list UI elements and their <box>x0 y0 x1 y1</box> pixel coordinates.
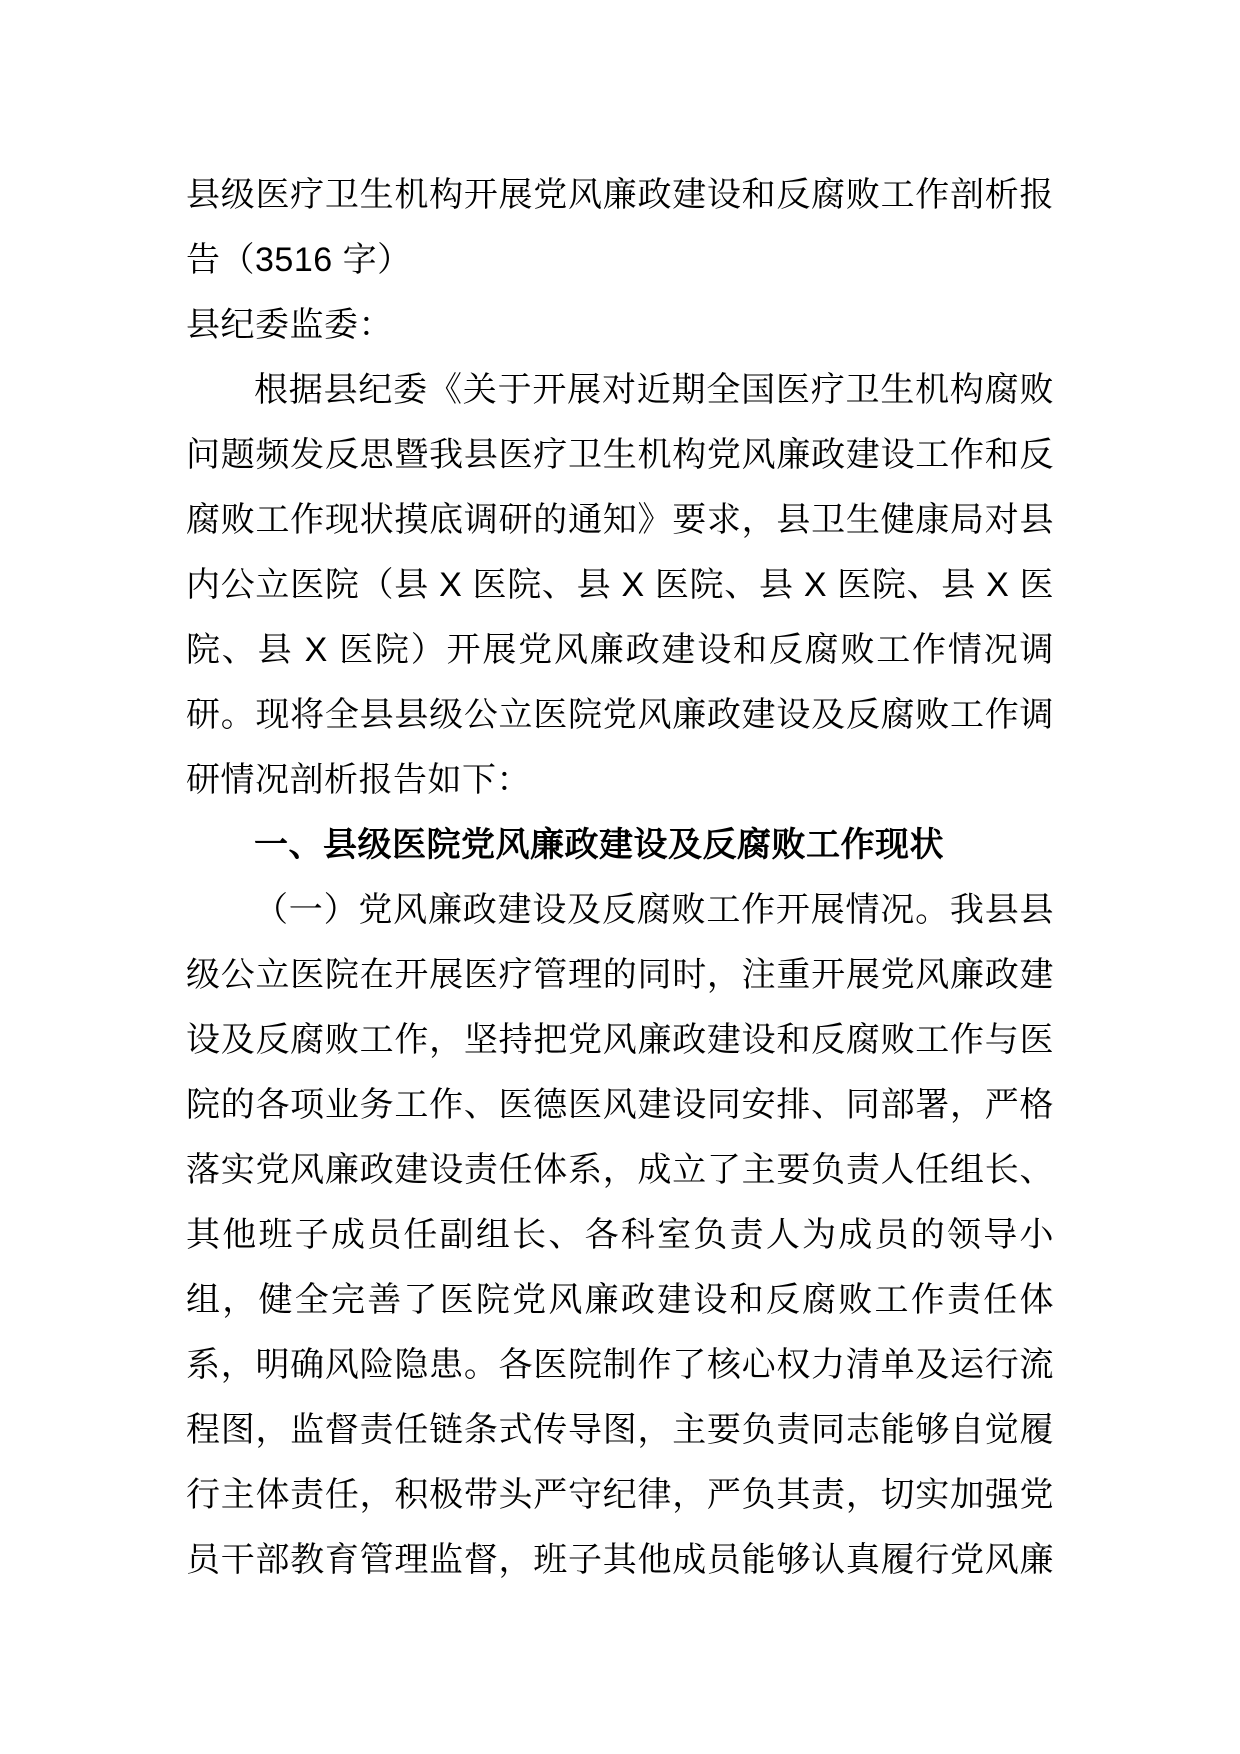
paragraph-line: 程图，监督责任链条式传导图，主要负责同志能够自觉履 <box>186 1411 1054 1449</box>
paragraph-line: （一）党风廉政建设及反腐败工作开展情况。我县县 <box>254 891 1054 929</box>
section-heading: 一、县级医院党风廉政建设及反腐败工作现状 <box>254 826 944 864</box>
paragraph-line: 系，明确风险隐患。各医院制作了核心权力清单及运行流 <box>186 1346 1054 1384</box>
document-text <box>186 163 1054 1593</box>
paragraph-line: 行主体责任，积极带头严守纪律，严负其责，切实加强党 <box>186 1476 1054 1514</box>
document-title-line-2: 告（3516 字） <box>186 241 412 279</box>
paragraph-line: 根据县纪委《关于开展对近期全国医疗卫生机构腐败 <box>254 371 1054 409</box>
paragraph-line: 研情况剖析报告如下： <box>186 761 531 799</box>
paragraph-line: 其他班子成员任副组长、各科室负责人为成员的领导小 <box>186 1216 1054 1254</box>
paragraph-line: 组，健全完善了医院党风廉政建设和反腐败工作责任体 <box>186 1281 1054 1319</box>
paragraph-line: 内公立医院（县 X 医院、县 X 医院、县 X 医院、县 X 医 <box>186 566 1054 604</box>
salutation: 县纪委监委： <box>186 306 393 344</box>
paragraph-line: 级公立医院在开展医疗管理的同时，注重开展党风廉政建 <box>186 956 1054 994</box>
paragraph-line: 员干部教育管理监督，班子其他成员能够认真履行党风廉 <box>186 1541 1054 1579</box>
paragraph-line: 院、县 X 医院）开展党风廉政建设和反腐败工作情况调 <box>186 631 1054 669</box>
paragraph-line: 腐败工作现状摸底调研的通知》要求，县卫生健康局对县 <box>186 501 1054 539</box>
paragraph-line: 问题频发反思暨我县医疗卫生机构党风廉政建设工作和反 <box>186 436 1054 474</box>
paragraph-line: 研。现将全县县级公立医院党风廉政建设及反腐败工作调 <box>186 696 1054 734</box>
paragraph-line: 落实党风廉政建设责任体系，成立了主要负责人任组长、 <box>186 1151 1054 1189</box>
paragraph-line: 院的各项业务工作、医德医风建设同安排、同部署，严格 <box>186 1086 1054 1124</box>
document-title-line-1: 县级医疗卫生机构开展党风廉政建设和反腐败工作剖析报 <box>186 176 1054 214</box>
paragraph-line: 设及反腐败工作，坚持把党风廉政建设和反腐败工作与医 <box>186 1021 1054 1059</box>
